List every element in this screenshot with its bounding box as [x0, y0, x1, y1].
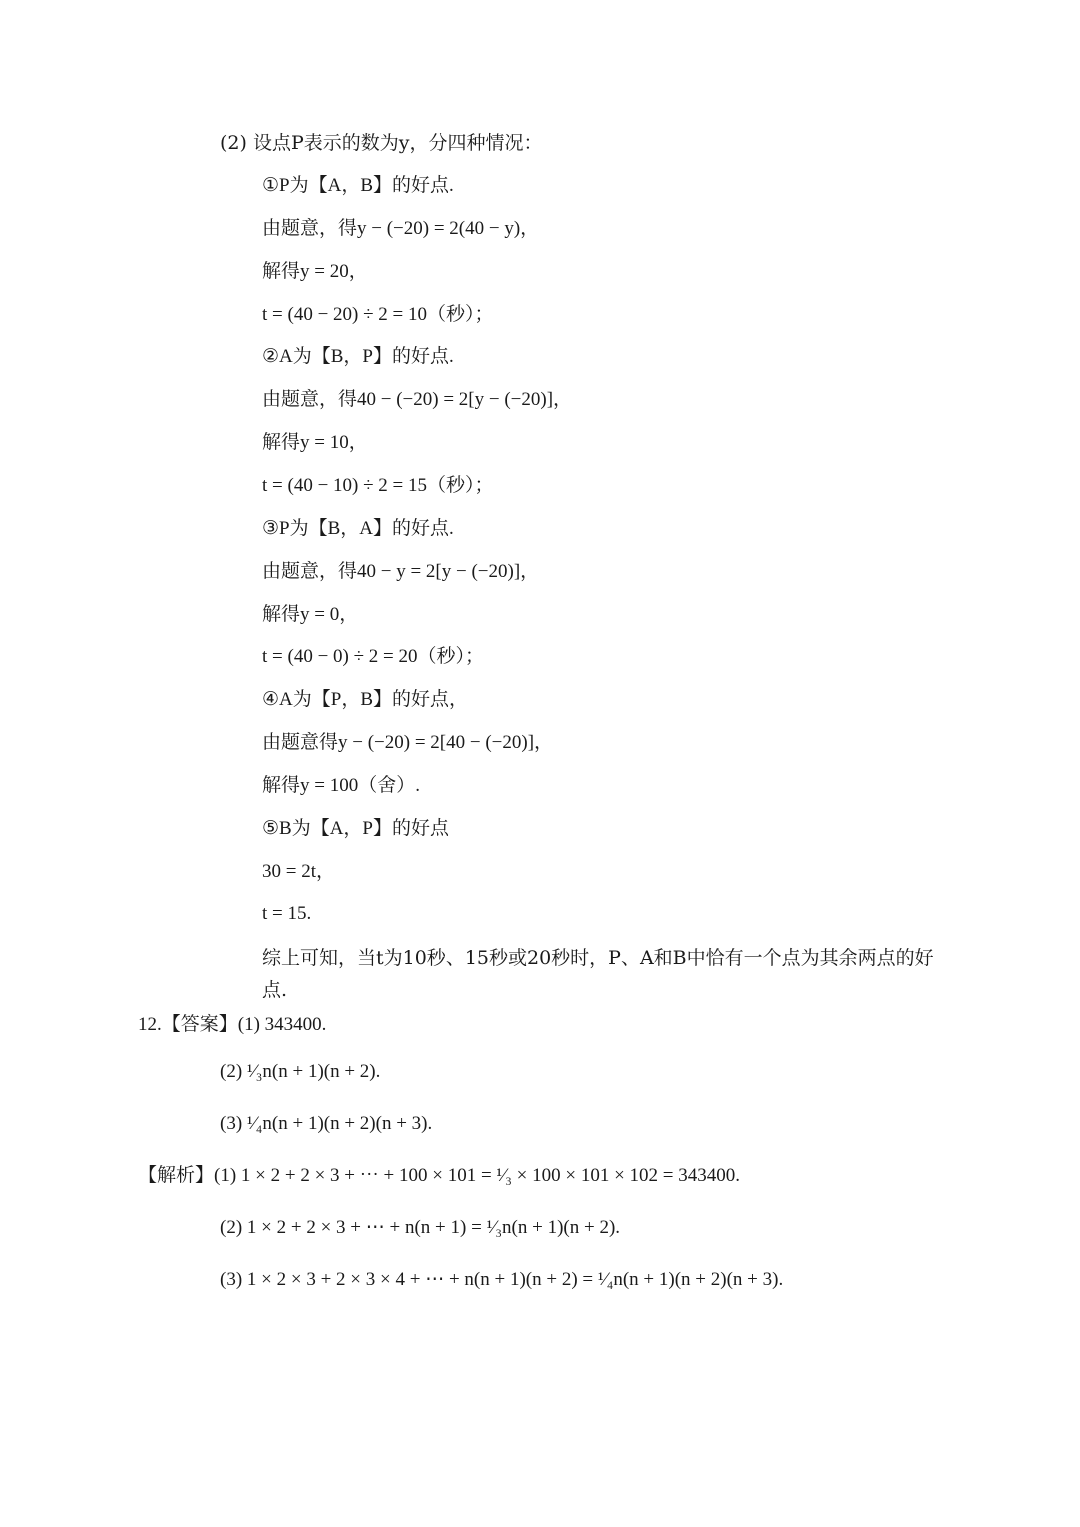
case3-title: ③P为【B，A】的好点.: [262, 518, 454, 539]
q12-answer-3: (3) ¹⁄₄n(n + 1)(n + 2)(n + 3).: [220, 1113, 433, 1134]
case3-equation: 由题意，得40 − y = 2[y − (−20)]，: [262, 561, 540, 582]
case3-solution: 解得y = 0，: [262, 604, 359, 625]
case1-title: ①P为【A，B】的好点.: [262, 175, 454, 196]
case5-solution: t = 15.: [262, 903, 312, 924]
case1-equation: 由题意，得y − (−20) = 2(40 − y)，: [262, 218, 540, 239]
case2-solution: 解得y = 10，: [262, 432, 368, 453]
q12-analysis-2: (2) 1 × 2 + 2 × 3 + ⋯ + n(n + 1) = ¹⁄₃n(n + 1)(n + 2).: [220, 1217, 621, 1238]
case5-title: ⑤B为【A，P】的好点: [262, 818, 449, 839]
q12-analysis-header: 【解析】(1) 1 × 2 + 2 × 3 + ⋯ + 100 × 101 = ¹⁄₃ × 100 × 101 × 102 = 343400.: [138, 1165, 741, 1186]
case2-time: t = (40 − 10) ÷ 2 = 15（秒）；: [262, 475, 494, 496]
part2-intro: (2) 设点P表示的数为y，分四种情况：: [220, 132, 543, 154]
case1-solution: 解得y = 20，: [262, 261, 368, 282]
case4-equation: 由题意得y − (−20) = 2[40 − (−20)]，: [262, 732, 554, 753]
q12-answer-header: 12.【答案】(1) 343400.: [138, 1014, 327, 1035]
case2-equation: 由题意，得40 − (−20) = 2[y − (−20)]，: [262, 389, 573, 410]
case4-title: ④A为【P，B】的好点，: [262, 689, 468, 710]
case5-equation: 30 = 2t，: [262, 861, 335, 882]
case2-title: ②A为【B，P】的好点.: [262, 346, 454, 367]
q12-answer-2: (2) ¹⁄₃n(n + 1)(n + 2).: [220, 1061, 381, 1082]
case3-time: t = (40 − 0) ÷ 2 = 20（秒）；: [262, 646, 485, 667]
case1-time: t = (40 − 20) ÷ 2 = 10（秒）；: [262, 304, 494, 325]
q12-analysis-3: (3) 1 × 2 × 3 + 2 × 3 × 4 + ⋯ + n(n + 1)(n + 2) = ¹⁄₄n(n + 1)(n + 2)(n + 3).: [220, 1269, 784, 1290]
case4-solution: 解得y = 100（舍）.: [262, 775, 420, 796]
conclusion-paragraph: 综上可知，当t为10秒、15秒或20秒时，P、A和B中恰有一个点为其余两点的好点.: [262, 947, 934, 1001]
